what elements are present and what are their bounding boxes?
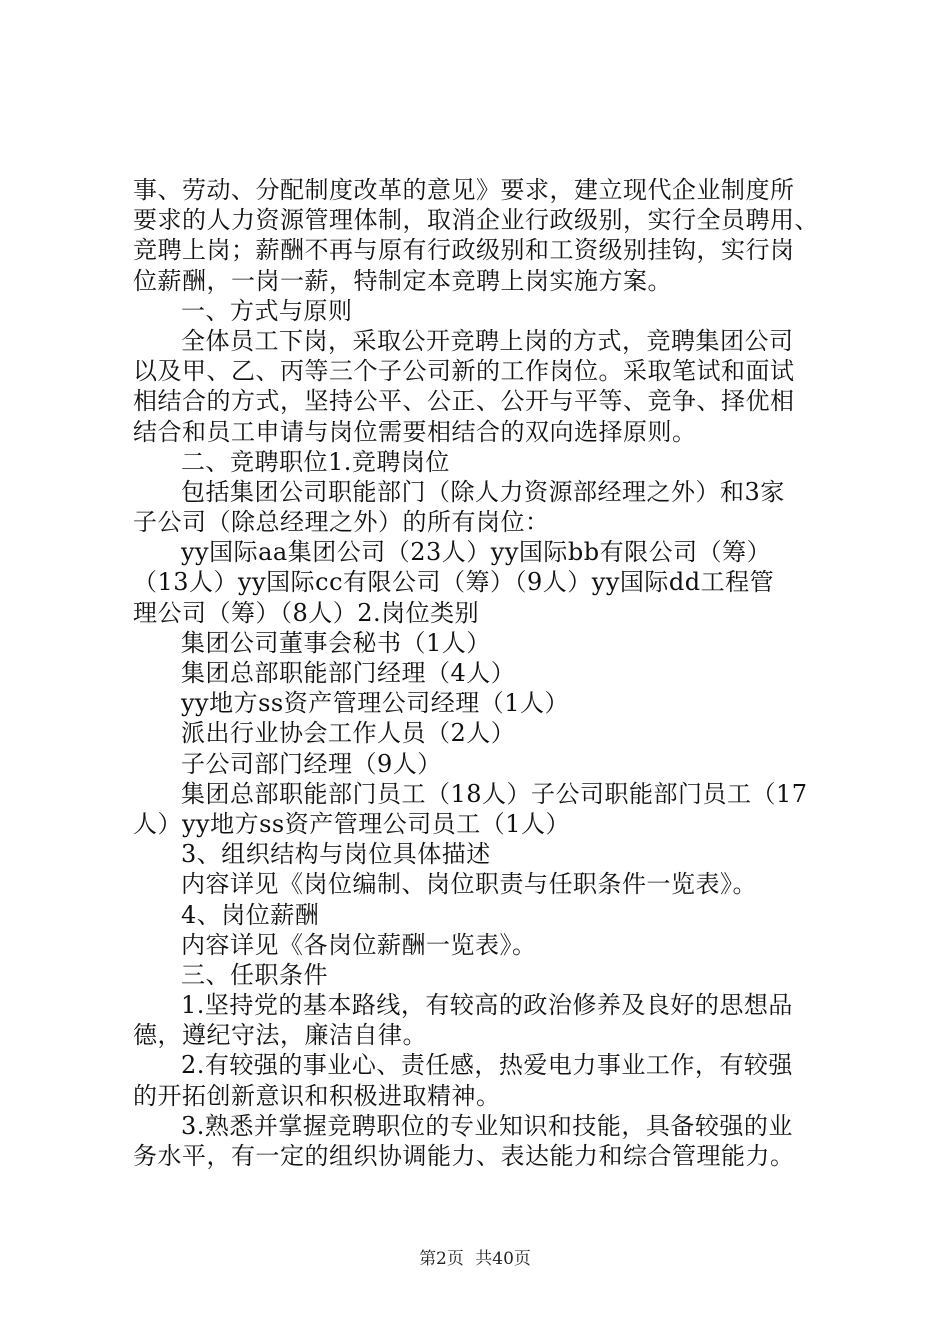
- text-line: 集团总部职能部门经理（4人）: [181, 659, 516, 687]
- text-line: 一、方式与原则: [181, 296, 353, 325]
- text-line: 结合和员工申请与岗位需要相结合的双向选择原则。: [133, 417, 697, 446]
- text-line: 4、岗位薪酬: [181, 900, 320, 929]
- text-line: 包括集团公司职能部门（除人力资源部经理之外）和3家: [181, 477, 785, 506]
- text-line: 的开拓创新意识和积极进取精神。: [133, 1081, 501, 1110]
- text-line: 相结合的方式，坚持公平、公正、公开与平等、竞争、择优相: [133, 387, 795, 416]
- text-line: 子公司（除总经理之外）的所有岗位：: [133, 508, 550, 537]
- text-line: 子公司部门经理（9人）: [181, 749, 442, 778]
- text-line: 以及甲、乙、丙等三个子公司新的工作岗位。采取笔试和面试: [133, 357, 795, 386]
- page-number: 第2页: [419, 1249, 464, 1269]
- text-line: 务水平，有一定的组织协调能力、表达能力和综合管理能力。: [133, 1142, 795, 1170]
- text-line: 3.熟悉并掌握竞聘职位的专业知识和技能，具备较强的业: [181, 1111, 793, 1140]
- text-line: 集团公司董事会秘书（1人）: [181, 628, 491, 657]
- text-line: 二、竞聘职位1.竞聘岗位: [181, 447, 450, 476]
- text-line: yy国际aa集团公司（23人）yy国际bb有限公司（筹）: [181, 538, 772, 567]
- text-line: 内容详见《岗位编制、岗位职责与任职条件一览表》。: [181, 870, 757, 899]
- text-line: 要求的人力资源管理体制，取消企业行政级别，实行全员聘用、: [133, 206, 819, 235]
- text-line: 派出行业协会工作人员（2人）: [181, 719, 516, 748]
- text-line: 人）yy地方ss资产管理公司员工（1人）: [133, 809, 571, 838]
- page-footer: [0, 1244, 950, 1269]
- text-line: 内容详见《各岗位薪酬一览表》。: [181, 930, 537, 959]
- text-line: 理公司（筹）（8人）2.岗位类别: [133, 598, 480, 627]
- text-line: 1.坚持党的基本路线，有较高的政治修养及良好的思想品: [181, 991, 793, 1020]
- text-line: 德，遵纪守法，廉洁自律。: [133, 1021, 427, 1050]
- text-line: （13人）yy国际cc有限公司（筹）（9人）yy国际dd工程管: [133, 568, 775, 597]
- text-line: 2.有较强的事业心、责任感，热爱电力事业工作，有较强: [181, 1051, 793, 1080]
- text-line: 全体员工下岗，采取公开竞聘上岗的方式，竞聘集团公司: [181, 326, 794, 355]
- text-line: 位薪酬，一岗一薪，特制定本竞聘上岗实施方案。: [133, 266, 672, 295]
- text-line: 竞聘上岗；薪酬不再与原有行政级别和工资级别挂钩，实行岗: [133, 236, 795, 265]
- text-line: 集团总部职能部门员工（18人）子公司职能部门员工（17: [181, 779, 808, 808]
- text-line: 事、劳动、分配制度改革的意见》要求，建立现代企业制度所: [133, 176, 795, 204]
- text-line: 三、任职条件: [181, 960, 328, 989]
- page-total: 共40页: [475, 1249, 531, 1269]
- document-body: [133, 175, 833, 1171]
- text-line: yy地方ss资产管理公司经理（1人）: [181, 689, 570, 718]
- text-line: 3、组织结构与岗位具体描述: [181, 840, 491, 869]
